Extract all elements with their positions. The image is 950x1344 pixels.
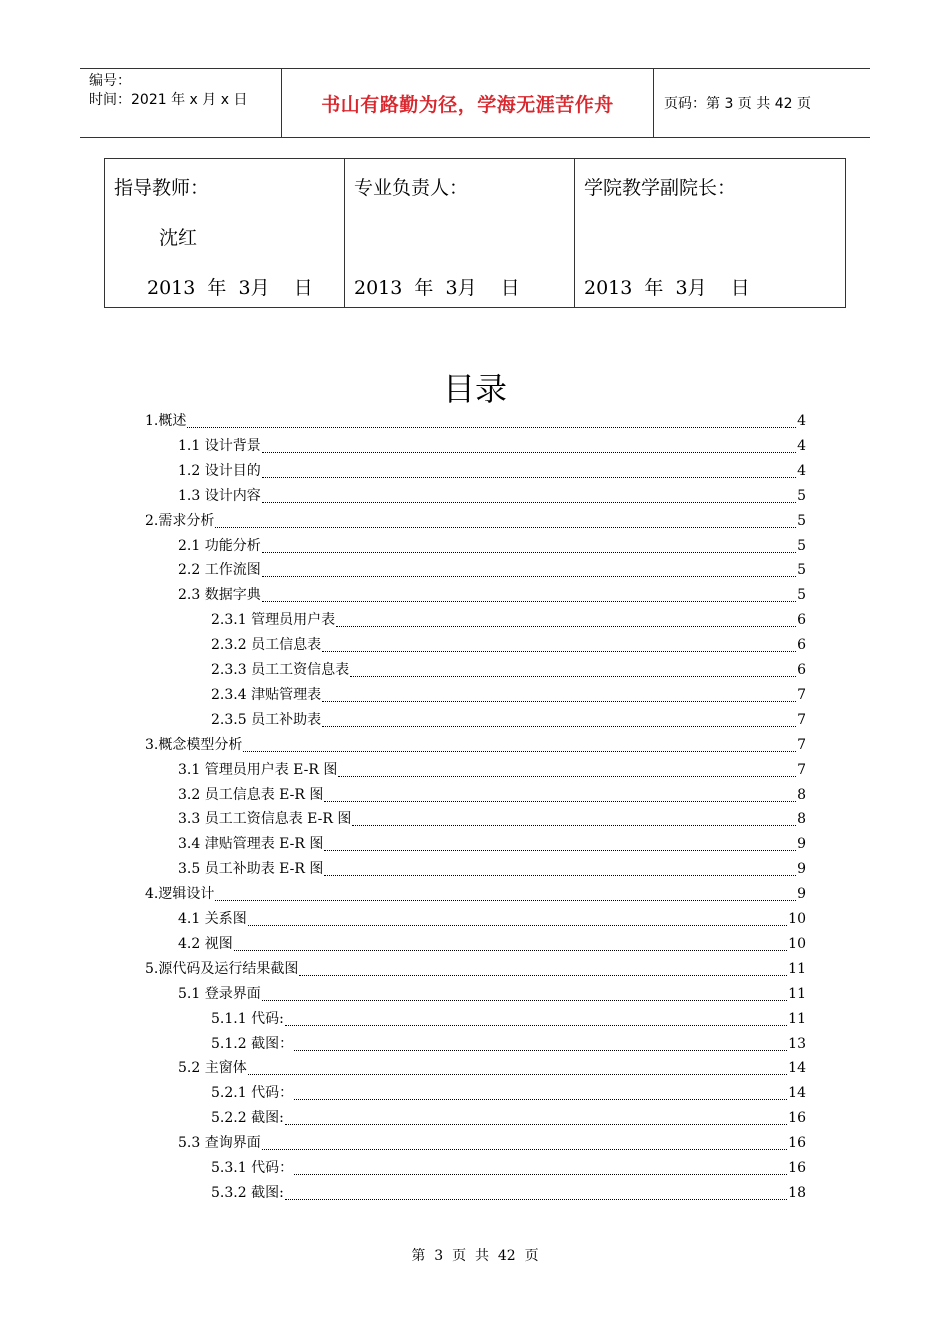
toc-leader-dots <box>352 824 796 826</box>
toc-entry[interactable] <box>178 784 806 808</box>
signature-date: 2013 年 3月 日 <box>147 277 313 299</box>
toc-entry[interactable] <box>178 535 806 559</box>
toc-entry[interactable] <box>211 609 806 633</box>
toc-entry[interactable] <box>178 858 806 882</box>
toc-entry-label: 5.3.1 代码： <box>211 1160 294 1176</box>
toc-entry-page: 18 <box>788 1184 806 1201</box>
toc-entry[interactable] <box>145 410 806 434</box>
toc-leader-dots <box>285 1123 787 1125</box>
toc-leader-dots <box>294 1049 787 1051</box>
signature-role: 学院教学副院长： <box>584 177 737 199</box>
toc-leader-dots <box>336 625 796 627</box>
toc-entry[interactable] <box>178 1132 806 1156</box>
toc-entry-page: 16 <box>788 1110 806 1127</box>
toc-entry[interactable] <box>178 584 806 608</box>
toc-leader-dots <box>243 750 796 752</box>
toc-entry-page: 11 <box>788 1010 806 1027</box>
toc-entry-label: 5.2.2 截图: <box>211 1110 284 1127</box>
toc-entry-label: 5.2 主窗体 <box>178 1060 247 1077</box>
toc-leader-dots <box>324 849 796 851</box>
toc-entry-page: 16 <box>788 1135 806 1152</box>
toc-leader-dots <box>322 700 796 702</box>
toc-entry[interactable] <box>178 485 806 509</box>
toc-entry-label: 4.1 关系图 <box>178 911 247 927</box>
toc-leader-dots <box>262 476 796 478</box>
toc-entry-label: 2.3.2 员工信息表 <box>211 637 322 654</box>
toc-leader-dots <box>262 999 787 1001</box>
toc-entry-page: 14 <box>788 1060 806 1077</box>
toc-entry[interactable] <box>211 1082 806 1106</box>
toc-leader-dots <box>285 1024 787 1026</box>
toc-entry[interactable] <box>211 1182 806 1206</box>
toc-entry-label: 5.源代码及运行结果截图 <box>145 960 299 977</box>
toc-entry-label: 5.1.1 代码: <box>211 1010 284 1027</box>
toc-entry-label: 3.1 管理员用户表 E-R 图 <box>178 761 338 778</box>
toc-entry-page: 4 <box>797 413 806 429</box>
toc-leader-dots <box>338 775 796 777</box>
toc-entry[interactable] <box>145 510 806 534</box>
toc-entry[interactable] <box>178 559 806 583</box>
toc-leader-dots <box>234 949 787 951</box>
toc-leader-dots <box>262 551 796 553</box>
toc-entry[interactable] <box>178 908 806 932</box>
header-motto: 书山有路勤为径，学海无涯苦作舟 <box>321 93 614 116</box>
toc-entry-page: 14 <box>788 1085 806 1102</box>
toc-entry-label: 5.1.2 截图： <box>211 1035 294 1052</box>
toc-entry-page: 11 <box>788 985 806 1002</box>
signature-role: 指导教师： <box>114 177 210 199</box>
toc-entry[interactable] <box>211 1008 806 1032</box>
toc-entry-label: 5.2.1 代码： <box>211 1085 294 1102</box>
toc-entry-label: 3.4 津贴管理表 E-R 图 <box>178 836 324 853</box>
signature-name: 沈红 <box>159 227 198 249</box>
toc-leader-dots <box>322 650 796 652</box>
toc-entry-page: 5 <box>797 487 806 504</box>
toc-entry-page: 8 <box>797 811 806 828</box>
toc-entry-label: 2.3.1 管理员用户表 <box>211 612 336 629</box>
toc-entry-label: 5.1 登录界面 <box>178 985 261 1002</box>
toc-leader-dots <box>294 1173 787 1175</box>
signature-date: 2013 年 3月 日 <box>354 277 520 299</box>
toc-entry[interactable] <box>178 983 806 1007</box>
toc-entry-label: 1.2 设计目的 <box>178 462 261 479</box>
toc-leader-dots <box>248 1073 787 1075</box>
toc-entry[interactable] <box>178 808 806 832</box>
toc-entry-page: 5 <box>797 537 806 554</box>
toc-entry-label: 2.3.4 津贴管理表 <box>211 686 322 703</box>
page-footer: 第 3 页 共 42 页 <box>411 1248 539 1264</box>
document-number-label: 编号： <box>89 73 131 89</box>
toc-entry-label: 4.2 视图 <box>178 935 233 952</box>
toc-entry-label: 1.概述 <box>145 413 187 429</box>
signature-cell-advisor <box>105 159 345 307</box>
toc-entry-page: 7 <box>797 761 806 778</box>
toc-entry[interactable] <box>145 958 806 982</box>
toc-entry-page: 7 <box>797 736 806 753</box>
toc-entry-label: 2.3.3 员工工资信息表 <box>211 662 350 678</box>
toc-entry-label: 1.3 设计内容 <box>178 487 261 504</box>
toc-entry-page: 5 <box>797 587 806 604</box>
toc-leader-dots <box>324 874 796 876</box>
signature-cell-major-head <box>345 159 575 307</box>
toc-entry[interactable] <box>178 460 806 484</box>
toc-entry-page: 6 <box>797 637 806 654</box>
toc-entry-page: 7 <box>797 711 806 728</box>
toc-leader-dots <box>299 974 787 976</box>
signature-cell-vice-dean <box>575 159 845 307</box>
header-meta <box>80 69 282 137</box>
toc-entry-label: 1.1 设计背景 <box>178 437 261 454</box>
toc-entry[interactable] <box>211 1157 806 1181</box>
toc-entry-label: 2.3 数据字典 <box>178 587 261 604</box>
toc-leader-dots <box>350 675 796 677</box>
toc-entry-label: 5.3 查询界面 <box>178 1135 261 1152</box>
signature-table <box>104 158 846 308</box>
toc-entry[interactable] <box>178 833 806 857</box>
toc-entry-page: 4 <box>797 437 806 454</box>
toc-entry[interactable] <box>211 709 806 733</box>
toc-entry[interactable] <box>178 1057 806 1081</box>
toc-entry-label: 2.1 功能分析 <box>178 537 261 554</box>
toc-entry-label: 3.2 员工信息表 E-R 图 <box>178 786 324 803</box>
toc-leader-dots <box>262 501 796 503</box>
toc-entry[interactable] <box>211 1107 806 1131</box>
toc-entry[interactable] <box>178 759 806 783</box>
toc-entry-page: 16 <box>788 1160 806 1176</box>
toc-entry-page: 6 <box>797 662 806 678</box>
toc-leader-dots <box>262 600 796 602</box>
toc-entry-label: 3.概念模型分析 <box>145 736 243 753</box>
toc-leader-dots <box>285 1198 787 1200</box>
toc-entry[interactable] <box>211 659 806 683</box>
toc-entry-label: 3.5 员工补助表 E-R 图 <box>178 861 324 878</box>
toc-entry[interactable] <box>211 1033 806 1057</box>
toc-leader-dots <box>262 451 796 453</box>
toc-entry-label: 4.逻辑设计 <box>145 886 215 903</box>
toc-entry-label: 3.3 员工工资信息表 E-R 图 <box>178 811 352 828</box>
toc-leader-dots <box>215 899 796 901</box>
toc-entry-page: 10 <box>788 911 806 927</box>
toc-leader-dots <box>187 426 796 428</box>
toc-entry-page: 6 <box>797 612 806 629</box>
toc-entry-page: 4 <box>797 462 806 479</box>
toc-entry-page: 5 <box>797 512 806 529</box>
signature-role: 专业负责人： <box>354 177 469 199</box>
toc-entry-page: 10 <box>788 935 806 952</box>
toc-entry-page: 8 <box>797 786 806 803</box>
toc-leader-dots <box>262 575 796 577</box>
toc-entry-label: 2.需求分析 <box>145 512 215 529</box>
toc-entry[interactable] <box>145 734 806 758</box>
page-header <box>80 68 870 138</box>
signature-date: 2013 年 3月 日 <box>584 277 750 299</box>
toc-entry-label: 5.3.2 截图: <box>211 1184 284 1201</box>
document-time-label: 时间：2021 年 x 月 x 日 <box>89 92 248 108</box>
toc-entry[interactable] <box>178 933 806 957</box>
toc-entry[interactable] <box>211 684 806 708</box>
toc-leader-dots <box>324 800 796 802</box>
toc-leader-dots <box>248 924 787 926</box>
toc-entry-page: 11 <box>788 960 806 977</box>
toc-entry-label: 2.3.5 员工补助表 <box>211 711 322 728</box>
toc-entry[interactable] <box>211 634 806 658</box>
header-page-info: 页码：第 3 页 共 42 页 <box>664 96 811 112</box>
toc-entry-page: 13 <box>788 1035 806 1052</box>
toc-leader-dots <box>294 1098 787 1100</box>
toc-entry[interactable] <box>145 883 806 907</box>
toc-title: 目录 <box>442 370 507 408</box>
toc-leader-dots <box>262 1148 787 1150</box>
toc-entry-page: 9 <box>797 836 806 853</box>
toc-entry-label: 2.2 工作流图 <box>178 562 261 579</box>
toc-entry-page: 5 <box>797 562 806 579</box>
toc-entry-page: 9 <box>797 861 806 878</box>
header-motto-cell <box>282 69 654 137</box>
toc-entry-page: 7 <box>797 686 806 703</box>
toc-leader-dots <box>215 526 796 528</box>
toc-entry-page: 9 <box>797 886 806 903</box>
toc-entry[interactable] <box>178 435 806 459</box>
toc-leader-dots <box>322 725 796 727</box>
